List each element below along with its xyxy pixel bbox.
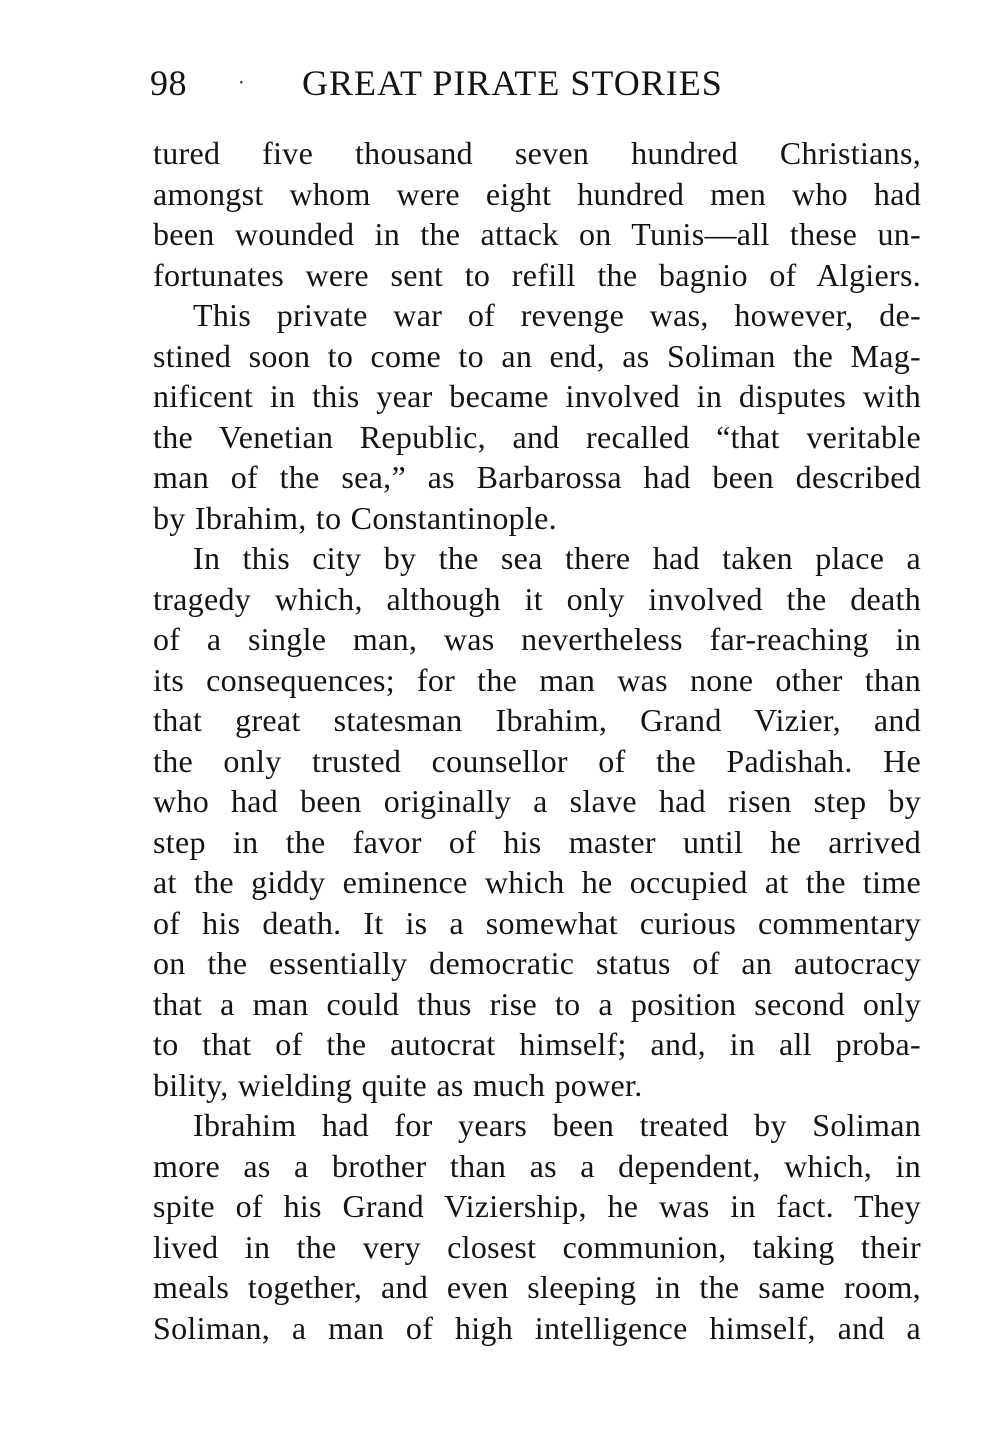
paragraph-4 — [153, 1105, 921, 1348]
text-line: Soliman, a man of high intelligence himself, and a — [153, 1309, 921, 1346]
text-line: tured five thousand seven hundred Christians, — [153, 135, 921, 171]
body-text — [153, 133, 921, 1348]
text-line: fortunates were sent to refill the bagnio of Algiers. — [153, 256, 921, 293]
paragraph-2 — [153, 295, 921, 538]
text-line: that a man could thus rise to a position second only — [153, 985, 921, 1022]
text-line: been wounded in the attack on Tunis—all these un- — [153, 216, 921, 252]
text-line: more as a brother than as a dependent, which, in — [153, 1147, 921, 1184]
text-line: In this city by the sea there had taken place a — [193, 540, 921, 576]
text-line: bility, wielding quite as much power. — [153, 1066, 643, 1103]
text-line: that great statesman Ibrahim, Grand Vizier, and — [153, 702, 921, 738]
paragraph-1 — [153, 133, 921, 295]
text-line: step in the favor of his master until he arrived — [153, 823, 921, 860]
running-head — [150, 58, 790, 108]
text-line: This private war of revenge was, however, de- — [193, 297, 921, 333]
text-line: on the essentially democratic status of an autocracy — [153, 945, 921, 981]
text-line: of a single man, was nevertheless far-reaching in — [153, 621, 921, 657]
text-line: Ibrahim had for years been treated by Soliman — [193, 1107, 921, 1143]
text-line: to that of the autocrat himself; and, in all proba- — [153, 1026, 921, 1062]
paragraph-3 — [153, 538, 921, 1105]
text-line: spite of his Grand Viziership, he was in fact. They — [153, 1188, 921, 1224]
text-line: by Ibrahim, to Constantinople. — [153, 499, 557, 536]
text-line: its consequences; for the man was none other than — [153, 661, 921, 698]
text-line: meals together, and even sleeping in the same room, — [153, 1269, 921, 1305]
page-number: 98 — [150, 63, 187, 103]
text-line: the Venetian Republic, and recalled “that veritable — [153, 418, 921, 455]
text-line: tragedy which, although it only involved the death — [153, 580, 921, 617]
text-line: at the giddy eminence which he occupied at the time — [153, 864, 921, 900]
text-line: amongst whom were eight hundred men who had — [153, 175, 921, 212]
text-line: nificent in this year became involved in disputes with — [153, 378, 921, 414]
text-line: of his death. It is a somewhat curious commentary — [153, 904, 921, 941]
text-line: the only trusted counsellor of the Padishah. He — [153, 742, 921, 779]
text-line: lived in the very closest communion, taking their — [153, 1228, 921, 1265]
text-line: man of the sea,” as Barbarossa had been described — [153, 459, 921, 495]
running-title: GREAT PIRATE STORIES — [302, 63, 723, 103]
text-line: who had been originally a slave had risen step by — [153, 783, 921, 819]
text-line: stined soon to come to an end, as Soliman the Mag- — [153, 337, 921, 374]
header-dot-mark: · — [238, 72, 246, 94]
